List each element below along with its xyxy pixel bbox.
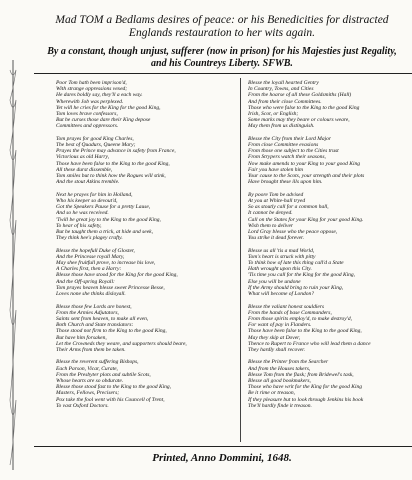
verse-line: Both Church and State translators: [56, 322, 134, 329]
title-line-1: Mad TOM a Bedlams desires of peace: or his Benedicities for distracted [55, 14, 389, 26]
verse-line: Who his keeper so devout'd, [56, 197, 118, 204]
column-divider [240, 78, 241, 442]
verse-line: The best of Quadurs, Queene Mary; [56, 142, 136, 149]
verse-line: At you at White-hall tryed [248, 197, 306, 204]
verse-line: Pox take the fool went with his Councell of Trent, [56, 396, 165, 403]
verse-line: Lord Gray blesse who the peace oppose, [248, 228, 338, 235]
verse-line: The'll hardly finde it treason. [248, 402, 312, 409]
verse-line: Each Parson, Vicar, Curate, [56, 365, 118, 372]
verse-line: Blesse those few Lords are honest, [56, 303, 132, 310]
verse-line: To hear of his safety, [56, 222, 102, 229]
verse-line: They think hee's plagey crafty. [56, 235, 123, 242]
vertical-ornament-border [6, 60, 20, 470]
bottom-rule [34, 446, 412, 447]
verse-line: But he taught them a trick, at hide and seek, [56, 228, 153, 235]
subtitle-line-1: By a constant, though unjust, sufferer (now in prison) for his Majesties just Regality, [47, 46, 397, 57]
imprint-line: Printed, Anno Dommini, 1648. [152, 452, 292, 464]
verse-line: Those stood not firm to the King to the good King, [56, 328, 167, 335]
verse-line: From those spirits employ'd, to make destroy'd, [248, 315, 352, 322]
verse-line: May them from us distinguish. [248, 123, 315, 130]
stanza [248, 248, 408, 298]
verse-line: With strange oppressions vexed; [56, 86, 128, 93]
verse-line: Those who have writ for the King for the good King [248, 384, 362, 391]
verse-line: Loves none she thinks disloyall. [56, 290, 126, 297]
verse-line: Blesse the loyall hearted Gentry [248, 80, 319, 86]
verse-line: Blesse the City from their Lord Major [248, 135, 332, 142]
stanza [248, 192, 408, 242]
verse-line: Blesse all good bookmakers, [248, 378, 311, 385]
verse-line: Wish them to deliver [248, 222, 294, 229]
verse-line: What will become of London? [248, 290, 314, 297]
verse-line: Yet will he cries for the King for the good King, [56, 104, 161, 111]
verse-line: From close Committee evasions [248, 142, 319, 149]
verse-line: All these durst dissemble, [56, 166, 113, 173]
subtitle-line-2: and his Countreys Liberty. SFWB. [151, 58, 293, 69]
stanza [56, 136, 236, 186]
verse-line: Now make amends to your King to your good King [248, 160, 360, 167]
stanza [56, 304, 236, 354]
verse-line: From the Presbyter plots and subtile Scots, [56, 371, 151, 378]
verse-line: From the hands of base Commanders, [248, 309, 332, 316]
verse-line: Blesse those have stood for the King for the good King, [56, 272, 178, 279]
verse-line: Blesse the Printer from the Searcher [248, 359, 329, 366]
verse-line: So as stoutly call for a common hall, [248, 204, 329, 211]
verse-line: From the Armies Adjutators, [56, 309, 119, 316]
verse-line: From those one subject to the Cities trust [248, 148, 339, 155]
verse-line: Saints sent from heaven, to make all even, [56, 315, 149, 322]
verse-line: Prayes the Prince may advance in safety from France, [56, 148, 176, 155]
left-column [56, 80, 236, 415]
verse-line: Tom loves brave confessors, [56, 110, 118, 117]
verse-line: Tom smiles but to think how the Rogues will stink, [56, 173, 166, 180]
verse-line: Else you will be undone [248, 278, 301, 285]
verse-line: Fair you have stolen him [248, 166, 303, 173]
verse-line: To vast Oxford Doctors. [56, 402, 109, 409]
verse-line: Next he prayes for him in Holland, [56, 191, 133, 198]
verse-line: Committees and oppressors. [56, 123, 119, 130]
verse-line: From the hoarse of all these Goldsmiths (Hall) [248, 92, 352, 99]
verse-line: Victorious as old Harry, [56, 154, 110, 161]
verse-line: Tom's heart is struck with pitty [248, 253, 316, 260]
verse-line: Wherewith Job was perplexed. [56, 98, 124, 105]
verse-line: Blesse Tom from the flask; from Bridewel's task, [248, 371, 354, 378]
right-column [248, 80, 408, 415]
title-line-2: Englands restauration to her wits again. [128, 27, 316, 39]
verse-line: Hath wrought upon this City. [248, 266, 312, 273]
verse-line: Let the Crowneds they weare, and supporters should beare, [56, 340, 187, 347]
verse-line: Be it rime or treason, [248, 390, 295, 397]
verse-line: Tom prayes for good King Charles, [56, 135, 134, 142]
verse-line: Whose hearts are so obdurate. [56, 378, 124, 385]
verse-line: Thence to Rupert to France who will lead them a dance [248, 340, 371, 347]
stanza [56, 248, 236, 298]
stanza [56, 359, 236, 409]
verse-line: Your cause to the Scots, your strength and their plots [248, 173, 365, 180]
verse-line: And the Off-spring Royall: [56, 278, 115, 285]
verse-line: Those who were false to the King to the good King [248, 104, 360, 111]
stanza [248, 359, 408, 409]
stanza [248, 136, 408, 186]
verse-line: And the Princesse royall Mary, [56, 253, 125, 260]
stanza [248, 80, 408, 130]
verse-line: And so he was received. [56, 210, 109, 217]
verse-line: Blesse the hopefull Duke of Gloster, [56, 247, 135, 254]
verse-line: Those have been false to the King to the good King, [56, 160, 170, 167]
stanza [248, 304, 408, 354]
verse-line: In Country, Towns, and Cities [248, 86, 314, 93]
verse-line: But he curses those dare their King depose [56, 117, 151, 124]
verse-line: And from their close Committees. [248, 98, 322, 105]
top-rule [34, 73, 412, 74]
verse-line: Blesse those stood fast to the King to the good King, [56, 384, 172, 391]
verse-line: If the Army should bring to ruin your King, [248, 284, 344, 291]
verse-line: Their Arms from them be taken. [56, 346, 126, 353]
verse-line: You strike it dead forever. [248, 235, 304, 242]
verse-line: Poor Tom hath been imprison'd, [56, 80, 127, 86]
verse-line: Have brought these ills upon him. [248, 179, 323, 186]
verse-line: From Strypers watch their seasons, [248, 154, 326, 161]
stanza [56, 192, 236, 242]
verse-line: Masters, Fellows, Precisers; [56, 390, 120, 397]
stanza [56, 80, 236, 130]
verse-line: Blesse the valiant honest souldiers [248, 303, 325, 310]
verse-line: Got the Speakers Pause for a pretty Lause, [56, 204, 151, 211]
verse-line: 'Tis time you call for the King for the good King, [248, 272, 356, 279]
verse-line: They hardly shall recover. [248, 346, 306, 353]
verse-line: May shee fruitfull prove, to increase his love, [56, 260, 156, 267]
verse-line: May they skip at Dover, [248, 334, 301, 341]
verse-line: By poore Tom be advised [248, 191, 304, 198]
verse-line: Some marks may they beare or colours weare, [248, 117, 350, 124]
verse-line: And the stout Atkins tremble. [56, 179, 120, 186]
verse-line: If they pleasure but to look through Jenkins his book [248, 396, 364, 403]
verse-line: Those have been false to the King to the good King, [248, 328, 362, 335]
verse-line: For want of pay in Flanders. [248, 322, 312, 329]
verse-line: Blesse the reverent suffering Bishops, [56, 359, 139, 366]
verse-line: To think how of late this thing call'd a State [248, 260, 344, 267]
verse-line: A Charles first, then a Harry: [56, 266, 122, 273]
verse-line: He dares boldly say, they'll a each way. [56, 92, 143, 99]
verse-line: And from the Houses takers, [248, 365, 311, 372]
verse-line: Tom prayes heaven blesse sweet Princesse Besse, [56, 284, 165, 291]
verse-line: Blesse us all 'tis a mad World, [248, 247, 315, 254]
verse-line: Call on the States for your King for your good King. [248, 216, 364, 223]
verse-line: It cannot be denyed. [248, 210, 293, 217]
verse-line: Irish, Scot, or English; [248, 110, 299, 117]
verse-line: But have him forsaken, [56, 334, 107, 341]
verse-line: 'Twill be great joy to the King to the good King, [56, 216, 161, 223]
